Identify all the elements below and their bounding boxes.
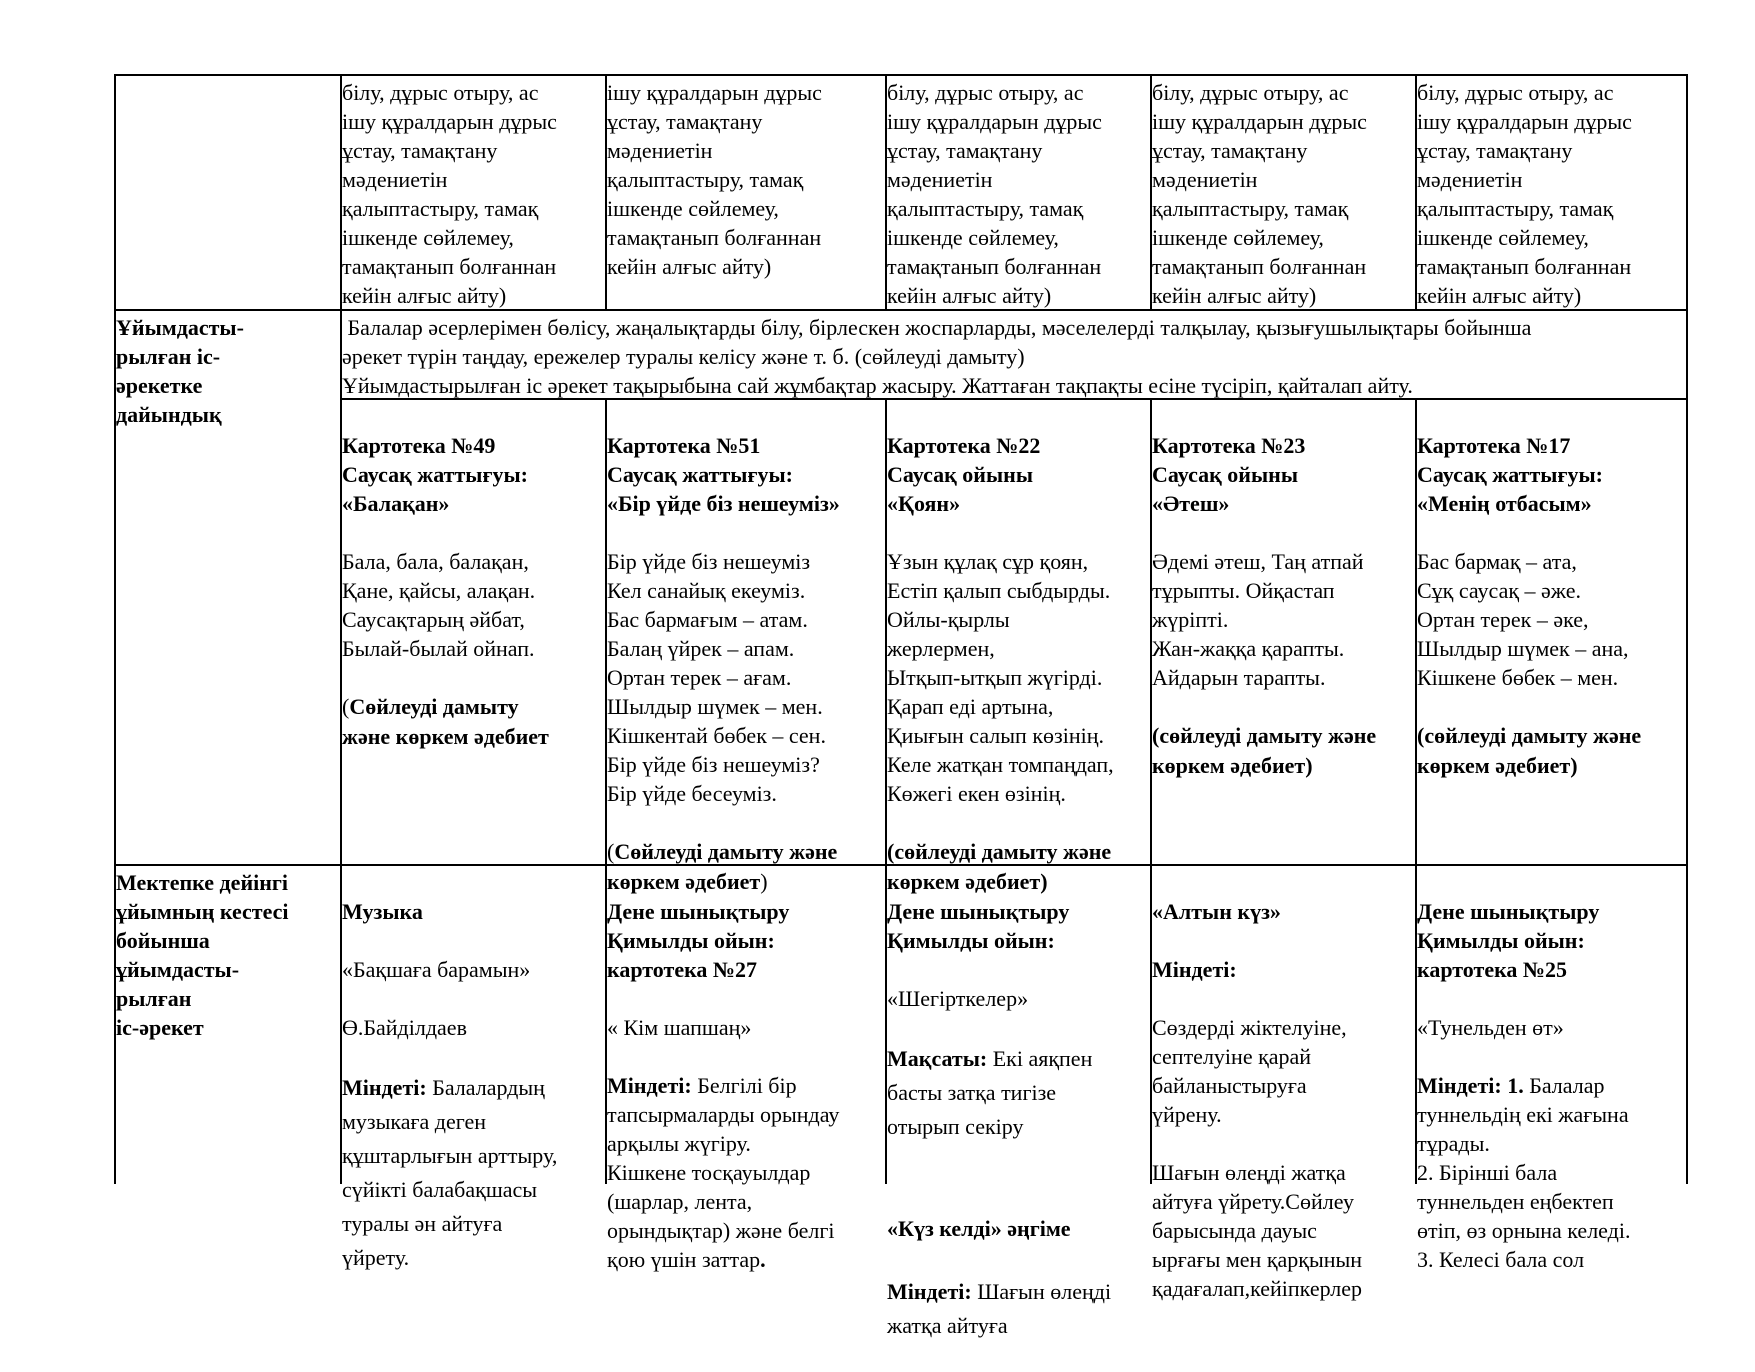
top-row-cell-4: білу, дұрыс отыру, ас ішу құралдарын дұрыс ұстау, тамақтану мәдениетін қалыптастыру, тамақ ішкенде сөйлемеу, тамақтанып болғаннан кейін алғыс айту) [1152,80,1367,308]
task-label: Міндеті: [1152,957,1237,982]
card-title: Картотека №49 Саусақ жаттығуы: «Балақан» [342,433,528,516]
card-ending: (Сөйлеуді дамыту және көркем әдебиет [342,694,549,749]
activity-title: Дене шынықтыру Қимылды ойын: картотека №25 [1417,899,1600,982]
prep-card-3 [887,402,1149,926]
card-title: Картотека №51 Саусақ жаттығуы: «Бір үйде біз нешеуміз» [607,433,840,516]
schedule-col-2 [607,868,884,1272]
activity-title: Дене шынықтыру Қимылды ойын: картотека №27 [607,899,790,982]
card-title: Картотека №22 Саусақ ойыны «Қоян» [887,433,1041,516]
prep-card-4 [1152,402,1414,810]
card-ending: (сөйлеуді дамыту және көркем әдебиет) [1417,723,1642,778]
card-ending: (сөйлеуді дамыту және көркем әдебиет) [1152,723,1377,778]
prep-card-1 [342,402,604,781]
prep-card-5 [1417,402,1685,810]
schedule-col-3 [887,868,1149,1338]
story-title: «Күз келді» әңгіме [887,1216,1071,1241]
top-row-cell-1: білу, дұрыс отыру, ас ішу құралдарын дұрыс ұстау, тамақтану мәдениетін қалыптастыру, тамақ ішкенде сөйлемеу, тамақтанып болғаннан кейін алғыс айту) [342,80,557,308]
card-body: Бала, бала, балақан, Қане, қайсы, алақан. Саусақтарың әйбат, Былай-былай ойнап. [342,549,536,661]
prep-row-label: Ұйымдасты- рылған іс- әрекетке дайындық [116,315,244,427]
task-text: Міндеті: 1. Балалар туннельдің екі жағына тұрады. 2. Бірінші бала туннельден еңбектеп өтіп, өз орнына келеді. 3. Келесі бала сол [1417,1073,1631,1272]
composer: Ө.Байділдаев [342,1015,467,1040]
task-text: Міндеті: Белгілі бір тапсырмаларды орындау арқылы жүгіру. Кішкене тосқауылдар (шарлар, лента, орындықтар) және белгі қою үшін заттар. [607,1073,840,1272]
song-title: «Бақшаға барамын» [342,957,531,982]
task-text-1: Сөздерді жіктелуіне, септелуіне қарай байланыстыруға үйрену. [1152,1015,1347,1127]
top-row-cell-3: білу, дұрыс отыру, ас ішу құралдарын дұрыс ұстау, тамақтану мәдениетін қалыптастыру, тамақ ішкенде сөйлемеу, тамақтанып болғаннан кейін алғыс айту) [887,80,1102,308]
card-body: Әдемі әтеш, Таң атпай тұрыпты. Ойқастап жүріпті. Жан-жаққа қарапты. Айдарын тарапты. [1152,549,1364,690]
prep-card-2 [607,402,884,926]
card-ending: (Сөйлеуді дамыту және көркем әдебиет) [607,839,838,894]
schedule-col-5 [1417,868,1685,1272]
aim-text: Мақсаты: Екі аяқпен басты затқа тигізе отырып секіру [887,1046,1093,1139]
top-row-cell-5: білу, дұрыс отыру, ас ішу құралдарын дұрыс ұстау, тамақтану мәдениетін қалыптастыру, тамақ ішкенде сөйлемеу, тамақтанып болғаннан кейін алғыс айту) [1417,80,1632,308]
card-ending: (сөйлеуді дамыту және көркем әдебиет) [887,839,1112,894]
activity-title: Дене шынықтыру Қимылды ойын: [887,899,1070,953]
activity-title: «Алтын күз» [1152,899,1281,924]
schedule-row-label: Мектепке дейінгі ұйымның кестесі бойынша ұйымдасты- рылған іс-әрекет [116,870,289,1040]
card-title: Картотека №23 Саусақ ойыны «Әтеш» [1152,433,1306,516]
game-name: «Шегірткелер» [887,986,1029,1011]
prep-row-merged-text: Балалар әсерлерімен бөлісу, жаңалықтарды білу, бірлескен жоспарларды, мәселелерді талқылау, қызығушылықтары бойынша әрекет түрін таңдау, ережелер туралы келісу және т. б. (сөйлеуді дамыту) Ұйымдастырылған іс әрекет тақырыбына сай жұмбақтар жасыру. Жаттаған тақпақты есіне түсіріп, қайталап айту. [342,315,1532,398]
task-text: Міндеті: Шағын өлеңді жатқа айтуға [887,1279,1112,1338]
game-name: « Кім шапшаң» [607,1015,752,1040]
schedule-col-1 [342,868,604,1270]
task-text: Міндеті: Балалардың музыкаға деген құштарлығын арттыру, сүйікті балабақшасы туралы ән айтуға үйрету. [342,1075,558,1270]
activity-title: Музыка [342,899,423,924]
table-right-border [1686,74,1688,1184]
card-body: Бас бармақ – ата, Сұқ саусақ – әже. Ортан терек – әке, Шылдыр шүмек – ана, Кішкене бөбек – мен. [1417,549,1629,690]
schedule-col-4 [1152,868,1414,1301]
table-top-border [114,74,1688,76]
card-title: Картотека №17 Саусақ жаттығуы: «Менің отбасым» [1417,433,1603,516]
game-name: «Тунельден өт» [1417,1015,1564,1040]
card-body: Бір үйде біз нешеуміз Кел санайық екеуміз. Бас бармағым – атам. Балаң үйрек – апам. Ортан терек – ағам. Шылдыр шүмек – мен. Кішкентай бөбек – сен. Бір үйде біз нешеуміз? Бір үйде бесеуміз. [607,549,826,806]
card-body: Ұзын құлақ сұр қоян, Естіп қалып сыбдырды. Ойлы-қырлы жерлермен, Ытқып-ытқып жүгірді. Қарап еді артына, Қиығын салып көзінің. Келе жатқан томпаңдап, Көжегі екен өзінің. [887,549,1114,806]
task-text-2: Шағын өлеңді жатқа айтуға үйрету.Сөйлеу барысында дауыс ырғағы мен қарқынын қадағалап,кейіпкерлер [1152,1160,1363,1301]
top-row-cell-2: ішу құралдарын дұрыс ұстау, тамақтану мәдениетін қалыптастыру, тамақ ішкенде сөйлемеу, тамақтанып болғаннан кейін алғыс айту) [607,80,822,279]
